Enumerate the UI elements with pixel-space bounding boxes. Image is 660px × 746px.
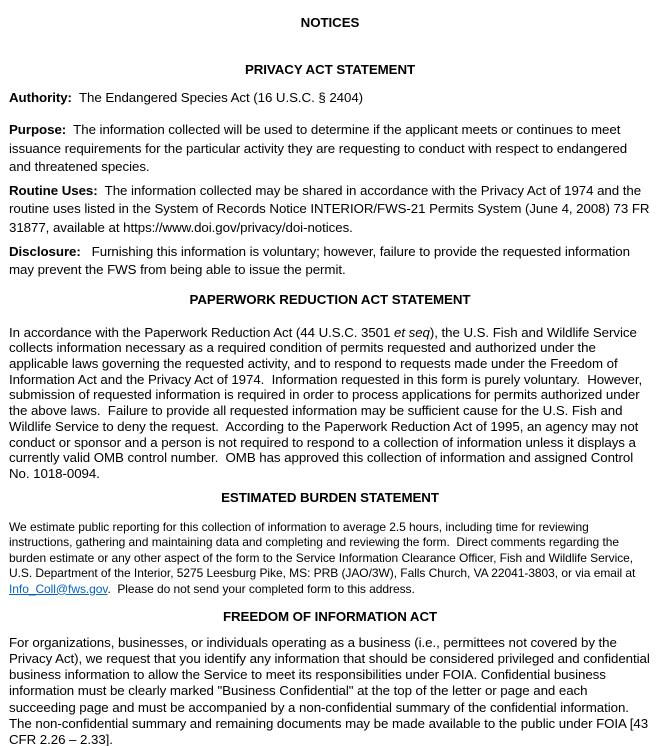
routine-uses-text: The information collected may be shared in accordance with the Privacy Act of 1974 and the routine uses listed in the System of Records Notice INTERIOR/FWS-21 Permits System (June 4, 2008) 73 FR 31877, available at https://www.doi.gov/privacy/doi-notices. bbox=[9, 183, 654, 235]
freedom-of-information-act-heading: FREEDOM OF INFORMATION ACT bbox=[222, 609, 438, 625]
disclosure-paragraph bbox=[9, 243, 651, 280]
email-link[interactable]: Info_Coll@fws.gov bbox=[9, 581, 108, 596]
privacy-act-statement-heading: PRIVACY ACT STATEMENT bbox=[244, 62, 416, 77]
authority-text: The Endangered Species Act (16 U.S.C. § 2404) bbox=[71, 90, 364, 105]
disclosure-label: Disclosure: bbox=[9, 244, 81, 260]
burden-text-after-link: . Please do not send your completed form to this address. bbox=[107, 581, 415, 596]
paperwork-reduction-act-heading: PAPERWORK REDUCTION ACT STATEMENT bbox=[189, 291, 471, 307]
burden-paragraph bbox=[9, 520, 651, 598]
paperwork-text-before-italic: In accordance with the Paperwork Reduction Act (44 U.S.C. 3501 bbox=[9, 324, 394, 340]
authority-paragraph bbox=[9, 89, 651, 107]
routine-uses-label: Routine Uses: bbox=[9, 183, 98, 199]
routine-uses-paragraph bbox=[9, 182, 654, 237]
foia-paragraph: For organizations, businesses, or individuals operating as a business (i.e., permittees not covered by the Privacy Act), we request that you identify any information that should be considered privileged and confidential business information to allow the Service to meet its responsibilities under FOIA. Confidential business information must be clearly marked "Business Confidential" at the top of the letter or page and each succeeding page and must be accompanied by a non-confidential summary of the confidential information. The non-confidential summary and remaining documents may be made available to the public under FOIA [43 CFR 2.26 – 2.33]. bbox=[9, 635, 654, 746]
doc-title: NOTICES bbox=[300, 15, 360, 30]
purpose-paragraph bbox=[9, 121, 651, 176]
purpose-label: Purpose: bbox=[9, 122, 67, 138]
authority-label: Authority: bbox=[9, 90, 72, 105]
paperwork-text-after-italic: ), the U.S. Fish and Wildlife Service collects information necessary as a required condition of permits requested and authorized under the applicable laws governing the requested activity, and to respond to requests made under the Freedom of Information Act and the Privacy Act of 1974. Information requested in this form is purely voluntary. However, submission of requested information is required in order to process applications for permits authorized under the above laws. Failure to provide all requested information may be sufficient cause for the U.S. Fish and Wildlife Service to deny the request. According to the Paperwork Reduction Act of 1995, an agency may not conduct or sponsor and a person is not required to respond to a collection of information unless it displays a currently valid OMB control number. OMB has approved this collection of information and assigned Control No. 1018-0094. bbox=[9, 324, 646, 481]
estimated-burden-statement-heading: ESTIMATED BURDEN STATEMENT bbox=[221, 489, 439, 505]
paperwork-italic-et-seq: et seq bbox=[394, 324, 430, 340]
burden-text-before-link: We estimate public reporting for this collection of information to average 2.5 hours, including time for reviewing instructions, gathering and maintaining data and completing and reviewing the form. Direct comments regarding the burden estimate or any other aspect of the form to the Service Information Clearance Officer, Fish and Wildlife Service, U.S. Department of the Interior, 5275 Leesburg Pike, MS: PRB (JAO/3W), Falls Church, VA 22041-3803, or via email at bbox=[9, 519, 639, 581]
disclosure-text: Furnishing this information is voluntary; however, failure to provide the requested information may prevent the FWS from being able to issue the permit. bbox=[9, 244, 634, 278]
purpose-text: The information collected will be used to determine if the applicant meets or continues to meet issuance requirements for the particular activity they are requesting to conduct with respect to endangered and threatened species. bbox=[9, 122, 631, 174]
paperwork-paragraph bbox=[9, 325, 651, 482]
